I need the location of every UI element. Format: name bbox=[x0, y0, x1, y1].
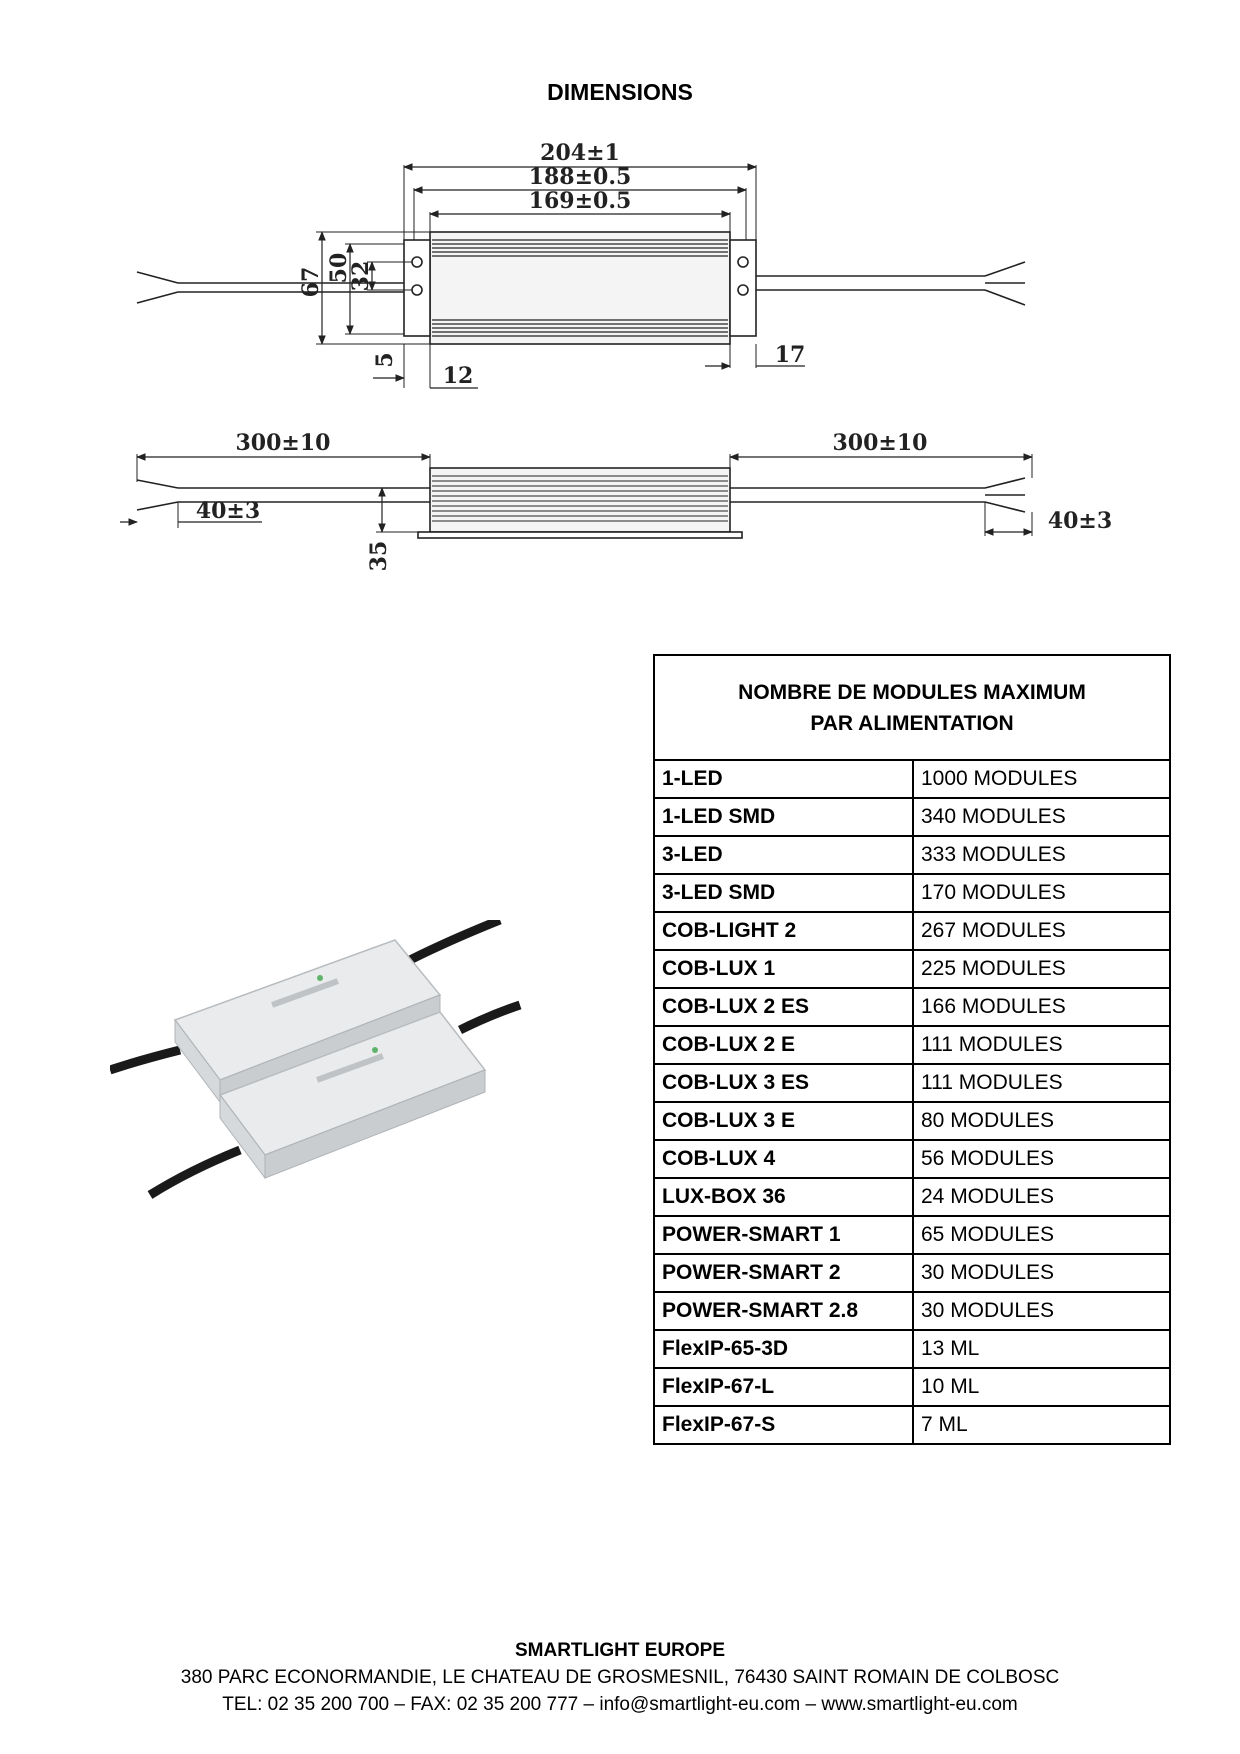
dim-17: 17 bbox=[774, 342, 806, 368]
table-header-row bbox=[654, 655, 1170, 760]
dim-50: 50 bbox=[326, 252, 352, 284]
module-count: 80 MODULES bbox=[913, 1102, 1170, 1140]
module-name: COB-LUX 1 bbox=[654, 950, 913, 988]
module-count: 10 ML bbox=[913, 1368, 1170, 1406]
dim-40-left: 40±3 bbox=[195, 498, 261, 524]
table-row bbox=[654, 1064, 1170, 1102]
module-count: 111 MODULES bbox=[913, 1026, 1170, 1064]
module-count: 340 MODULES bbox=[913, 798, 1170, 836]
module-name: FlexIP-67-S bbox=[654, 1406, 913, 1444]
module-count: 170 MODULES bbox=[913, 874, 1170, 912]
table-row bbox=[654, 1102, 1170, 1140]
table-row bbox=[654, 798, 1170, 836]
dim-12: 12 bbox=[442, 363, 474, 389]
table-row bbox=[654, 760, 1170, 798]
module-count: 267 MODULES bbox=[913, 912, 1170, 950]
module-count: 166 MODULES bbox=[913, 988, 1170, 1026]
module-count: 111 MODULES bbox=[913, 1064, 1170, 1102]
company-address: 380 PARC ECONORMANDIE, LE CHATEAU DE GROSMESNIL, 76430 SAINT ROMAIN DE COLBOSC bbox=[180, 1667, 1060, 1688]
dim-35: 35 bbox=[366, 540, 392, 572]
table-row bbox=[654, 950, 1170, 988]
module-name: COB-LUX 4 bbox=[654, 1140, 913, 1178]
table-row bbox=[654, 1140, 1170, 1178]
dim-169: 169±0.5 bbox=[528, 188, 632, 214]
module-count: 56 MODULES bbox=[913, 1140, 1170, 1178]
module-name: LUX-BOX 36 bbox=[654, 1178, 913, 1216]
module-name: COB-LUX 3 E bbox=[654, 1102, 913, 1140]
module-name: COB-LUX 3 ES bbox=[654, 1064, 913, 1102]
dim-40-right: 40±3 bbox=[1047, 508, 1113, 534]
module-name: 3-LED bbox=[654, 836, 913, 874]
module-name: COB-LIGHT 2 bbox=[654, 912, 913, 950]
table-row bbox=[654, 1406, 1170, 1444]
module-name: 1-LED SMD bbox=[654, 798, 913, 836]
table-row bbox=[654, 874, 1170, 912]
module-count: 1000 MODULES bbox=[913, 760, 1170, 798]
table-row bbox=[654, 1178, 1170, 1216]
dim-5: 5 bbox=[372, 352, 398, 368]
module-name: COB-LUX 2 E bbox=[654, 1026, 913, 1064]
module-count: 333 MODULES bbox=[913, 836, 1170, 874]
page-footer bbox=[0, 1637, 1240, 1718]
page-title: DIMENSIONS bbox=[547, 79, 693, 105]
module-count: 24 MODULES bbox=[913, 1178, 1170, 1216]
dimension-drawing bbox=[0, 0, 1240, 620]
module-name: COB-LUX 2 ES bbox=[654, 988, 913, 1026]
module-count: 65 MODULES bbox=[913, 1216, 1170, 1254]
table-row bbox=[654, 836, 1170, 874]
dim-300-left: 300±10 bbox=[235, 430, 331, 456]
module-name: POWER-SMART 2 bbox=[654, 1254, 913, 1292]
module-count: 7 ML bbox=[913, 1406, 1170, 1444]
table-row bbox=[654, 1330, 1170, 1368]
dim-32: 32 bbox=[348, 260, 374, 292]
dim-67: 67 bbox=[298, 266, 324, 298]
table-row bbox=[654, 1254, 1170, 1292]
table-header-line1: NOMBRE DE MODULES MAXIMUM bbox=[738, 680, 1086, 704]
company-name: SMARTLIGHT EUROPE bbox=[514, 1640, 726, 1661]
module-count: 30 MODULES bbox=[913, 1292, 1170, 1330]
modules-table bbox=[653, 654, 1171, 1445]
table-row bbox=[654, 1026, 1170, 1064]
table-row bbox=[654, 1292, 1170, 1330]
module-name: POWER-SMART 2.8 bbox=[654, 1292, 913, 1330]
dim-300-right: 300±10 bbox=[832, 430, 928, 456]
product-photo bbox=[110, 920, 570, 1250]
table-row bbox=[654, 988, 1170, 1026]
dim-188: 188±0.5 bbox=[528, 164, 632, 190]
table-row bbox=[654, 1368, 1170, 1406]
dim-204: 204±1 bbox=[540, 140, 620, 166]
module-count: 13 ML bbox=[913, 1330, 1170, 1368]
module-name: 1-LED bbox=[654, 760, 913, 798]
table-row bbox=[654, 912, 1170, 950]
module-name: POWER-SMART 1 bbox=[654, 1216, 913, 1254]
module-count: 225 MODULES bbox=[913, 950, 1170, 988]
module-name: FlexIP-65-3D bbox=[654, 1330, 913, 1368]
module-name: 3-LED SMD bbox=[654, 874, 913, 912]
table-row bbox=[654, 1216, 1170, 1254]
module-name: FlexIP-67-L bbox=[654, 1368, 913, 1406]
table-header bbox=[654, 655, 1170, 760]
company-contact: TEL: 02 35 200 700 – FAX: 02 35 200 777 – info@smartlight-eu.com – www.smartlight-eu.com bbox=[222, 1694, 1018, 1715]
table-header-line2: PAR ALIMENTATION bbox=[810, 711, 1014, 735]
module-count: 30 MODULES bbox=[913, 1254, 1170, 1292]
